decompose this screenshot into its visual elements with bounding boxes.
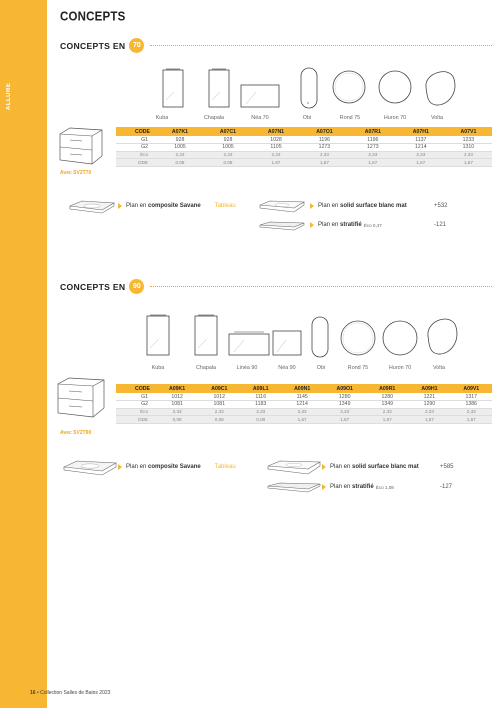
section-badge: 90 bbox=[129, 279, 144, 294]
table-cell: DDE bbox=[116, 159, 156, 167]
option-tag: Tableau bbox=[214, 464, 236, 470]
page-number: 16 bbox=[30, 690, 36, 696]
table-cell: 1349 bbox=[366, 401, 408, 409]
mirror-label: Huron 70 bbox=[388, 365, 412, 371]
table-row bbox=[116, 136, 492, 144]
mirror-obi-image bbox=[300, 67, 318, 109]
table-header: A09K1 bbox=[156, 384, 198, 393]
table-cell: 1,67 bbox=[281, 416, 323, 424]
table-cell: 0,08 bbox=[204, 159, 252, 167]
basin-composite-image bbox=[62, 460, 118, 483]
table-cell: 1317 bbox=[451, 393, 492, 401]
table-cell: 2,33 bbox=[198, 408, 240, 416]
cabinet-caption: Avec SV2T90 bbox=[60, 430, 92, 436]
table-cell: 1183 bbox=[240, 401, 281, 409]
option-price: -127 bbox=[440, 484, 453, 490]
option-name: composite Savane bbox=[148, 464, 201, 470]
section-heading-70 bbox=[60, 38, 492, 53]
table-cell: 2,33 bbox=[252, 151, 300, 159]
table-cell: 1,67 bbox=[397, 159, 445, 167]
bullet-arrow-icon bbox=[322, 464, 326, 470]
cabinet-caption: Avec SV2T70 bbox=[60, 170, 92, 176]
mirror-volta-image bbox=[422, 314, 460, 356]
section-heading-text: CONCEPTS EN bbox=[60, 281, 126, 292]
table-cell: 1280 bbox=[366, 393, 408, 401]
option-prefix: Plan en bbox=[126, 203, 147, 209]
section-badge: 70 bbox=[129, 38, 144, 53]
mirror-linea90-image bbox=[228, 330, 270, 356]
table-cell: Éco bbox=[116, 151, 156, 159]
mirror-label: Chapala bbox=[195, 365, 217, 371]
option-name: solid surface blanc mat bbox=[352, 464, 419, 470]
option-name: solid surface blanc mat bbox=[340, 203, 407, 209]
option-tag: Tableau bbox=[214, 203, 236, 209]
table-cell: 1081 bbox=[198, 401, 240, 409]
table-cell: 0,08 bbox=[156, 416, 198, 424]
bullet-arrow-icon bbox=[322, 484, 326, 490]
table-cell: 2,33 bbox=[323, 408, 366, 416]
table-cell: 1,67 bbox=[349, 159, 397, 167]
basin-solid-image bbox=[258, 200, 306, 219]
option-composite bbox=[118, 203, 236, 209]
bullet-arrow-icon bbox=[310, 222, 314, 228]
table-row bbox=[116, 408, 492, 416]
table-cell: 1386 bbox=[451, 401, 492, 409]
bullet-arrow-icon bbox=[118, 203, 122, 209]
table-cell: 1310 bbox=[445, 144, 492, 152]
sidebar bbox=[0, 0, 47, 708]
table-cell: 1349 bbox=[323, 401, 366, 409]
mirror-label: Chapala bbox=[203, 115, 225, 121]
option-name: stratifié bbox=[340, 222, 362, 228]
mirror-label: Néa 90 bbox=[278, 365, 296, 371]
table-row bbox=[116, 151, 492, 159]
table-cell: 1,67 bbox=[445, 159, 492, 167]
footer bbox=[30, 690, 110, 696]
table-header: A09R1 bbox=[366, 384, 408, 393]
table-header: CODE bbox=[116, 127, 156, 136]
table-cell: 1290 bbox=[408, 401, 450, 409]
table-cell: 1012 bbox=[198, 393, 240, 401]
basin-stratifie-image bbox=[266, 482, 322, 500]
table-cell: 1012 bbox=[156, 393, 198, 401]
mirror-kuba-image bbox=[162, 68, 184, 108]
table-cell: 1214 bbox=[397, 144, 445, 152]
table-cell: 1,67 bbox=[366, 416, 408, 424]
table-cell: 2,33 bbox=[204, 151, 252, 159]
cabinet-image bbox=[58, 126, 104, 171]
table-cell: 2,33 bbox=[156, 408, 198, 416]
table-row bbox=[116, 144, 492, 152]
table-cell: 1214 bbox=[281, 401, 323, 409]
table-cell: 1081 bbox=[156, 401, 198, 409]
table-cell: 1,67 bbox=[408, 416, 450, 424]
option-stratifie bbox=[322, 484, 394, 490]
mirror-rond75-image bbox=[332, 70, 366, 104]
mirror-huron70-image bbox=[378, 70, 412, 104]
option-prefix: Plan en bbox=[330, 484, 351, 490]
table-cell: 2,33 bbox=[240, 408, 281, 416]
table-header: CODE bbox=[116, 384, 156, 393]
table-cell: G1 bbox=[116, 136, 156, 144]
table-row bbox=[116, 416, 492, 424]
table-cell: 1,67 bbox=[252, 159, 300, 167]
option-prefix: Plan en bbox=[318, 222, 339, 228]
basin-composite-image bbox=[68, 200, 116, 221]
table-cell: G2 bbox=[116, 401, 156, 409]
table-header: A09L1 bbox=[240, 384, 281, 393]
table-header: A07V1 bbox=[445, 127, 492, 136]
table-cell: Éco bbox=[116, 408, 156, 416]
footer-text: Collection Salles de Bains 2023 bbox=[40, 690, 111, 696]
table-cell: 1116 bbox=[240, 393, 281, 401]
basin-solid-image bbox=[266, 460, 322, 481]
mirror-label: Kuba bbox=[155, 115, 169, 121]
price-table-90 bbox=[116, 384, 492, 424]
table-cell: 1280 bbox=[323, 393, 366, 401]
mirror-label: Volta bbox=[431, 115, 443, 121]
table-cell: 1005 bbox=[156, 144, 204, 152]
option-prefix: Plan en bbox=[318, 203, 339, 209]
table-row bbox=[116, 159, 492, 167]
table-cell: 2,33 bbox=[349, 151, 397, 159]
table-cell: 928 bbox=[156, 136, 204, 144]
table-header: A07K1 bbox=[156, 127, 204, 136]
footer-separator: • bbox=[36, 690, 39, 696]
table-header: A09H1 bbox=[408, 384, 450, 393]
mirror-chapala-image bbox=[194, 314, 218, 356]
mirror-kuba-image bbox=[146, 314, 170, 356]
table-header: A07C1 bbox=[204, 127, 252, 136]
table-cell: 0,08 bbox=[198, 416, 240, 424]
table-header: A09N1 bbox=[281, 384, 323, 393]
table-cell: 1196 bbox=[300, 136, 349, 144]
mirror-nea70-image bbox=[240, 84, 280, 108]
mirror-label: Linéa 90 bbox=[236, 365, 258, 371]
mirror-chapala-image bbox=[208, 68, 230, 108]
table-header: A09O1 bbox=[323, 384, 366, 393]
table-header: A07H1 bbox=[397, 127, 445, 136]
table-cell: 1,67 bbox=[300, 159, 349, 167]
table-cell: 1105 bbox=[252, 144, 300, 152]
table-cell: 928 bbox=[204, 136, 252, 144]
table-cell: G2 bbox=[116, 144, 156, 152]
table-cell: 1005 bbox=[204, 144, 252, 152]
mirror-rond75-image bbox=[340, 320, 376, 356]
table-cell: 1273 bbox=[349, 144, 397, 152]
cabinet-image bbox=[56, 376, 106, 425]
table-cell: 1137 bbox=[397, 136, 445, 144]
mirror-label: Néa 70 bbox=[251, 115, 269, 121]
table-cell: 2,33 bbox=[281, 408, 323, 416]
option-price: +585 bbox=[440, 464, 454, 470]
table-cell: 1196 bbox=[349, 136, 397, 144]
table-cell: 1145 bbox=[281, 393, 323, 401]
mirror-obi-image bbox=[311, 316, 329, 358]
mirror-label: Volta bbox=[433, 365, 445, 371]
table-cell: 2,33 bbox=[408, 408, 450, 416]
sidebar-label: ALLURE bbox=[6, 82, 12, 110]
table-cell: G1 bbox=[116, 393, 156, 401]
table-header: A07R1 bbox=[349, 127, 397, 136]
page-title: CONCEPTS bbox=[60, 10, 126, 24]
option-eco: Éco 0,47 bbox=[363, 222, 382, 228]
bullet-arrow-icon bbox=[310, 203, 314, 209]
table-row bbox=[116, 393, 492, 401]
mirror-nea90-image bbox=[272, 330, 302, 356]
mirror-label: Obi bbox=[316, 365, 326, 371]
option-composite bbox=[118, 464, 236, 470]
table-header-row bbox=[116, 127, 492, 136]
mirror-label: Obi bbox=[302, 115, 312, 121]
table-cell: 0,08 bbox=[156, 159, 204, 167]
table-cell: 2,33 bbox=[445, 151, 492, 159]
table-cell: 2,33 bbox=[156, 151, 204, 159]
mirror-label: Rond 75 bbox=[339, 115, 361, 121]
price-table-70 bbox=[116, 127, 492, 167]
dotted-rule bbox=[150, 286, 492, 287]
table-cell: DDE bbox=[116, 416, 156, 424]
table-cell: 2,33 bbox=[397, 151, 445, 159]
option-price: -121 bbox=[434, 222, 447, 228]
table-cell: 1028 bbox=[252, 136, 300, 144]
table-row bbox=[116, 401, 492, 409]
option-solid-surface bbox=[322, 464, 419, 470]
option-prefix: Plan en bbox=[126, 464, 147, 470]
basin-stratifie-image bbox=[258, 220, 306, 238]
section-heading-90 bbox=[60, 279, 492, 294]
section-heading-text: CONCEPTS EN bbox=[60, 40, 126, 51]
option-price: +532 bbox=[434, 203, 448, 209]
table-cell: 0,08 bbox=[240, 416, 281, 424]
table-header: A09V1 bbox=[451, 384, 492, 393]
mirror-volta-image bbox=[420, 67, 458, 107]
table-cell: 1,67 bbox=[323, 416, 366, 424]
option-eco: Éco 1,08 bbox=[375, 484, 394, 490]
dotted-rule bbox=[150, 45, 492, 46]
bullet-arrow-icon bbox=[118, 464, 122, 470]
mirror-label: Kuba bbox=[151, 365, 165, 371]
option-prefix: Plan en bbox=[330, 464, 351, 470]
table-cell: 1233 bbox=[445, 136, 492, 144]
mirror-label: Rond 75 bbox=[347, 365, 369, 371]
mirror-label: Huron 70 bbox=[383, 115, 407, 121]
table-cell: 2,33 bbox=[451, 408, 492, 416]
option-name: stratifié bbox=[352, 484, 374, 490]
option-name: composite Savane bbox=[148, 203, 201, 209]
table-header-row bbox=[116, 384, 492, 393]
table-cell: 2,33 bbox=[366, 408, 408, 416]
table-cell: 1,67 bbox=[451, 416, 492, 424]
table-cell: 1273 bbox=[300, 144, 349, 152]
table-header: A09C1 bbox=[198, 384, 240, 393]
table-header: A07O1 bbox=[300, 127, 349, 136]
table-cell: 2,33 bbox=[300, 151, 349, 159]
option-solid-surface bbox=[310, 203, 407, 209]
mirror-huron70-image bbox=[382, 320, 418, 356]
table-header: A07N1 bbox=[252, 127, 300, 136]
option-stratifie bbox=[310, 222, 382, 228]
table-cell: 1221 bbox=[408, 393, 450, 401]
